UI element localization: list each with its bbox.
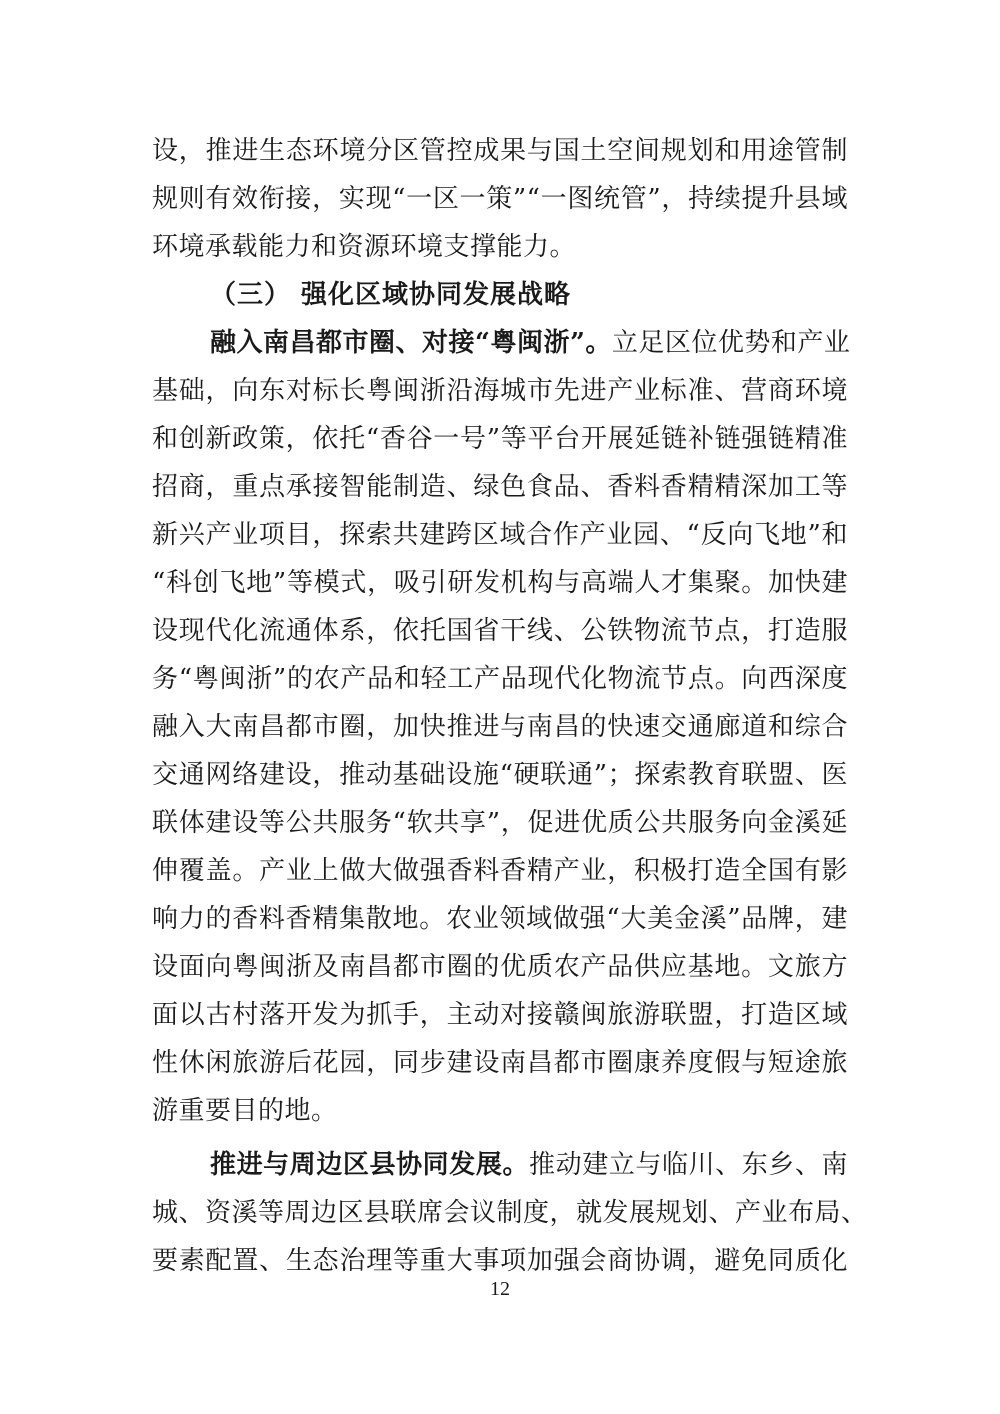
paragraph-line: 环境承载能力和资源环境支撑能力。 <box>152 232 577 262</box>
paragraph-line: 设，推进生态环境分区管控成果与国土空间规划和用途管制 <box>152 136 848 166</box>
page-number: 12 <box>490 1278 510 1300</box>
paragraph-line: 融入大南昌都市圈，加快推进与南昌的快速交通廊道和综合 <box>152 712 848 742</box>
paragraph-line: 招商，重点承接智能制造、绿色食品、香料香精精深加工等 <box>152 472 848 502</box>
paragraph-line: 设现代化流通体系，依托国省干线、公铁物流节点，打造服 <box>152 616 848 646</box>
paragraph-line: 规则有效衔接，实现“一区一策”“一图统管”，持续提升县域 <box>152 184 848 214</box>
paragraph-first-line <box>210 1150 848 1180</box>
paragraph-lead-rest: 推动建立与临川、东乡、南 <box>529 1150 848 1180</box>
paragraph-line: 面以古村落开发为抓手，主动对接赣闽旅游联盟，打造区域 <box>152 1000 848 1030</box>
paragraph-line: 联体建设等公共服务“软共享”，促进优质公共服务向金溪延 <box>152 808 848 838</box>
paragraph-lead-bold: 融入南昌都市圈、对接“粤闽浙”。 <box>210 328 612 358</box>
paragraph-line: “科创飞地”等模式，吸引研发机构与高端人才集聚。加快建 <box>152 568 848 598</box>
section-heading: （三） 强化区域协同发展战略 <box>210 280 572 310</box>
paragraph-lead-rest: 立足区位优势和产业 <box>611 328 851 358</box>
paragraph-line: 游重要目的地。 <box>152 1096 338 1126</box>
paragraph-line: 城、资溪等周边区县联席会议制度，就发展规划、产业布局、 <box>152 1198 868 1228</box>
paragraph-line: 性休闲旅游后花园，同步建设南昌都市圈康养度假与短途旅 <box>152 1048 848 1078</box>
paragraph-line: 务“粤闽浙”的农产品和轻工产品现代化物流节点。向西深度 <box>152 664 848 694</box>
paragraph-line: 和创新政策，依托“香谷一号”等平台开展延链补链强链精准 <box>152 424 848 454</box>
paragraph-first-line <box>210 328 851 358</box>
paragraph-lead-bold: 推进与周边区县协同发展。 <box>210 1150 530 1180</box>
paragraph-line: 要素配置、生态治理等重大事项加强会商协调，避免同质化 <box>152 1246 848 1276</box>
paragraph-line: 设面向粤闽浙及南昌都市圈的优质农产品供应基地。文旅方 <box>152 952 848 982</box>
paragraph-line: 新兴产业项目，探索共建跨区域合作产业园、“反向飞地”和 <box>152 520 848 550</box>
paragraph-line: 交通网络建设，推动基础设施“硬联通”；探索教育联盟、医 <box>152 760 848 790</box>
paragraph-line: 基础，向东对标长粤闽浙沿海城市先进产业标准、营商环境 <box>152 376 848 406</box>
paragraph-line: 响力的香料香精集散地。农业领域做强“大美金溪”品牌，建 <box>152 904 848 934</box>
paragraph-line: 伸覆盖。产业上做大做强香料香精产业，积极打造全国有影 <box>152 856 848 886</box>
